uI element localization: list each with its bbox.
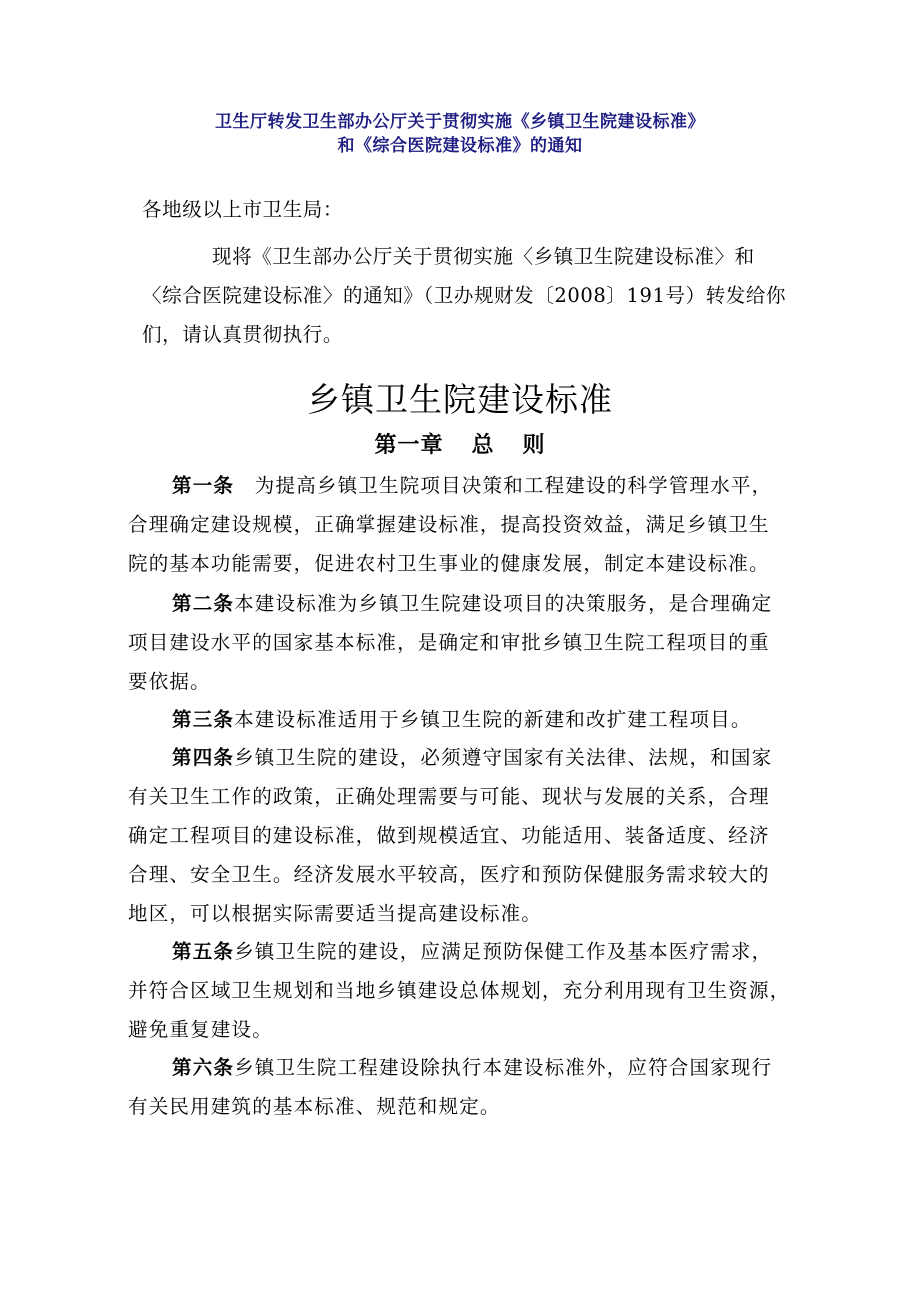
article-line: 合理确定建设规模，正确掌握建设标准，提高投资效益，满足乡镇卫生 [128,513,770,536]
article-label: 第一条 [172,474,235,497]
article-first-line [128,738,794,777]
article-label: 第四条 [172,746,235,769]
standard-title: 乡镇卫生院建设标准 [307,380,613,419]
chapter-title [0,428,920,464]
article-text: 乡镇卫生院工程建设除执行本建设标准外，应符合国家现行 [234,1056,773,1079]
article-line: 项目建设水平的国家基本标准，是确定和审批乡镇卫生院工程项目的重 [128,631,770,654]
article-line: 地区，可以根据实际需要适当提高建设标准。 [128,902,543,925]
notice-body-line: 现将《卫生部办公厅关于贯彻实施〈乡镇卫生院建设标准〉和 [212,245,755,268]
article-label: 第五条 [172,940,235,963]
notice-title-line-2: 和《综合医院建设标准》的通知 [337,136,583,156]
article-line: 有关民用建筑的基本标准、规范和规定。 [128,1095,501,1118]
notice-body-line: 〈综合医院建设标准〉的通知》（卫办规财发〔2008〕191号）转发给你 [142,284,787,307]
article-5 [128,932,794,1049]
notice-title-line-1: 卫生厅转发卫生部办公厅关于贯彻实施《乡镇卫生院建设标准》 [215,112,705,132]
article-text: 为提高乡镇卫生院项目决策和工程建设的科学管理水平， [234,474,773,497]
article-first-line [128,1048,794,1087]
article-label: 第六条 [172,1056,235,1079]
article-line: 并符合区域卫生规划和当地乡镇建设总体规划，充分利用现有卫生资源， [128,979,791,1002]
article-first-line [128,584,794,623]
article-line: 要依据。 [128,670,211,693]
salutation: 各地级以上市卫生局： [142,198,344,221]
article-first-line [128,700,794,739]
chapter-name-part-2: 则 [522,433,546,458]
article-4 [128,738,794,933]
article-first-line [128,932,794,971]
article-line: 确定工程项目的建设标准，做到规模适宜、功能适用、装备适度、经济 [128,824,770,847]
article-text: 本建设标准为乡镇卫生院建设项目的决策服务，是合理确定 [234,592,773,615]
notice-body [142,237,807,354]
article-first-line [128,466,794,505]
article-line: 有关卫生工作的政策，正确处理需要与可能、现状与发展的关系，合理 [128,785,770,808]
article-text: 乡镇卫生院的建设，必须遵守国家有关法律、法规，和国家 [234,746,773,769]
chapter-number: 第一章 [374,433,444,458]
article-3 [128,700,794,739]
article-line: 院的基本功能需要，促进农村卫生事业的健康发展，制定本建设标准。 [128,552,770,575]
article-line: 合理、安全卫生。经济发展水平较高，医疗和预防保健服务需求较大的 [128,863,770,886]
article-label: 第三条 [172,708,235,731]
article-6 [128,1048,794,1126]
article-2 [128,584,794,701]
article-line: 避免重复建设。 [128,1018,273,1041]
article-text: 乡镇卫生院的建设，应满足预防保健工作及基本医疗需求， [234,940,773,963]
notice-body-line: 们，请认真贯彻执行。 [142,323,344,346]
article-text: 本建设标准适用于乡镇卫生院的新建和改扩建工程项目。 [234,708,752,731]
article-label: 第二条 [172,592,235,615]
chapter-name-part-1: 总 [471,433,495,458]
article-1 [128,466,794,583]
